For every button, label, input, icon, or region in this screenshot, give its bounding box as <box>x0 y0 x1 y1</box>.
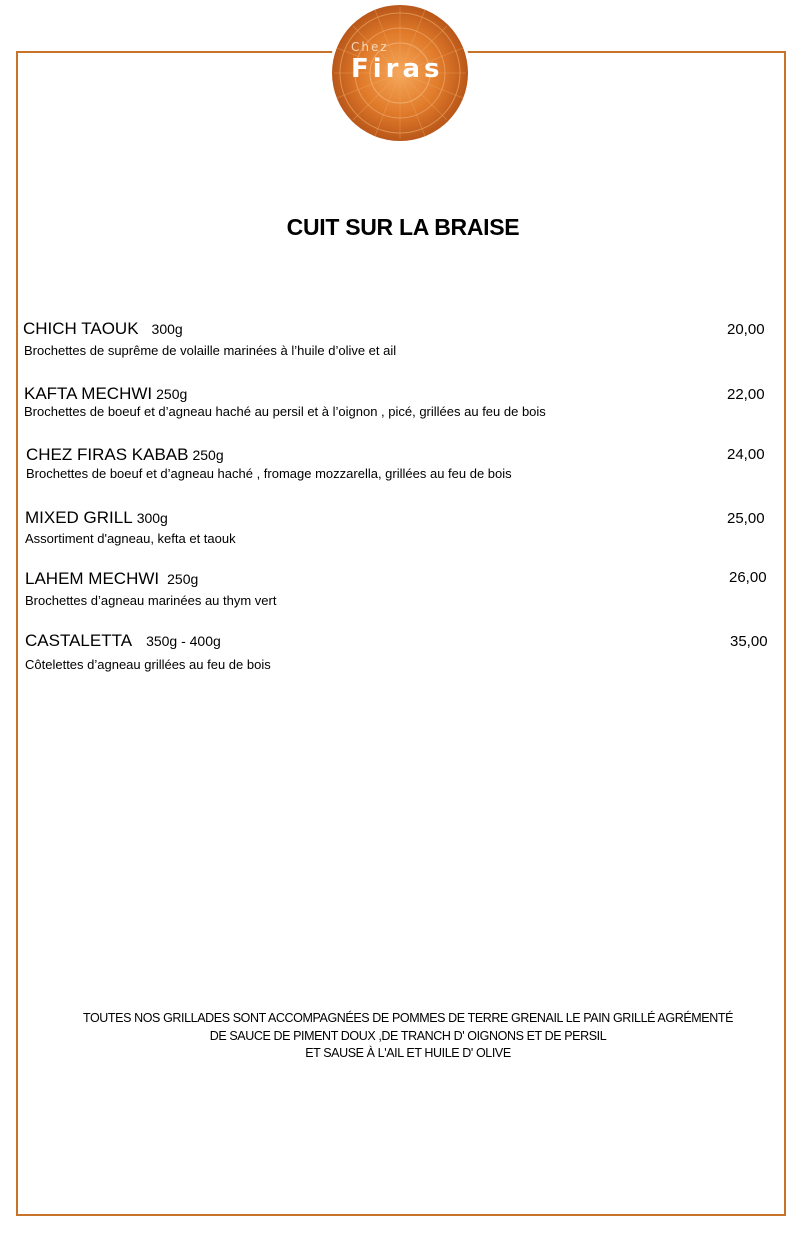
item-price: 26,00 <box>729 569 767 586</box>
logo-name-text: Firas <box>351 54 444 84</box>
item-weight: 300g <box>151 321 183 337</box>
note-line: ET SAUSE À L'AIL ET HUILE D' OLIVE <box>305 1046 511 1060</box>
item-description: Brochettes de suprême de volaille marinées à l’huile d’olive et ail <box>24 343 397 358</box>
note-line: DE SAUCE DE PIMENT DOUX ,DE TRANCH D' OIGNONS ET DE PERSIL <box>209 1028 607 1043</box>
item-description: Brochettes d’agneau marinées au thym vert <box>25 593 277 608</box>
item-name <box>25 508 168 528</box>
item-description: Côtelettes d’agneau grillées au feu de bois <box>25 657 271 672</box>
item-title: CASTALETTA <box>25 631 133 650</box>
item-title: LAHEM MECHWI <box>25 569 160 588</box>
item-price: 22,00 <box>727 386 765 403</box>
item-title: CHEZ FIRAS KABAB <box>26 445 189 464</box>
logo-chez-text: Chez <box>351 40 389 54</box>
item-title: MIXED GRILL <box>25 508 133 527</box>
section-title: CUIT SUR LA BRAISE <box>286 214 520 240</box>
restaurant-logo <box>329 2 471 144</box>
item-name <box>26 445 224 465</box>
accompaniment-note <box>0 1010 800 1063</box>
item-name <box>25 569 198 589</box>
item-weight: 250g <box>167 571 199 587</box>
item-title: CHICH TAOUK <box>23 319 139 338</box>
item-price: 24,00 <box>727 446 765 463</box>
item-name <box>25 631 221 651</box>
item-description: Assortiment d'agneau, kefta et taouk <box>25 531 236 546</box>
item-price: 20,00 <box>727 321 765 338</box>
item-weight: 350g - 400g <box>146 633 221 649</box>
item-description: Brochettes de boeuf et d’agneau haché , fromage mozzarella, grillées au feu de bois <box>26 466 512 481</box>
item-weight: 300g <box>136 510 168 526</box>
item-price: 35,00 <box>730 633 768 650</box>
item-price: 25,00 <box>727 510 765 527</box>
item-weight: 250g <box>156 386 188 402</box>
item-weight: 250g <box>192 447 224 463</box>
item-name <box>24 384 187 404</box>
note-line: TOUTES NOS GRILLADES SONT ACCOMPAGNÉES DE POMMES DE TERRE GRENAIL LE PAIN GRILLÉ AGRÉMENTÉ <box>82 1011 734 1025</box>
item-name <box>23 319 183 339</box>
item-title: KAFTA MECHWI <box>24 384 153 403</box>
item-description: Brochettes de boeuf et d’agneau haché au persil et à l’oignon , picé, grillées au feu de bois <box>24 404 546 419</box>
